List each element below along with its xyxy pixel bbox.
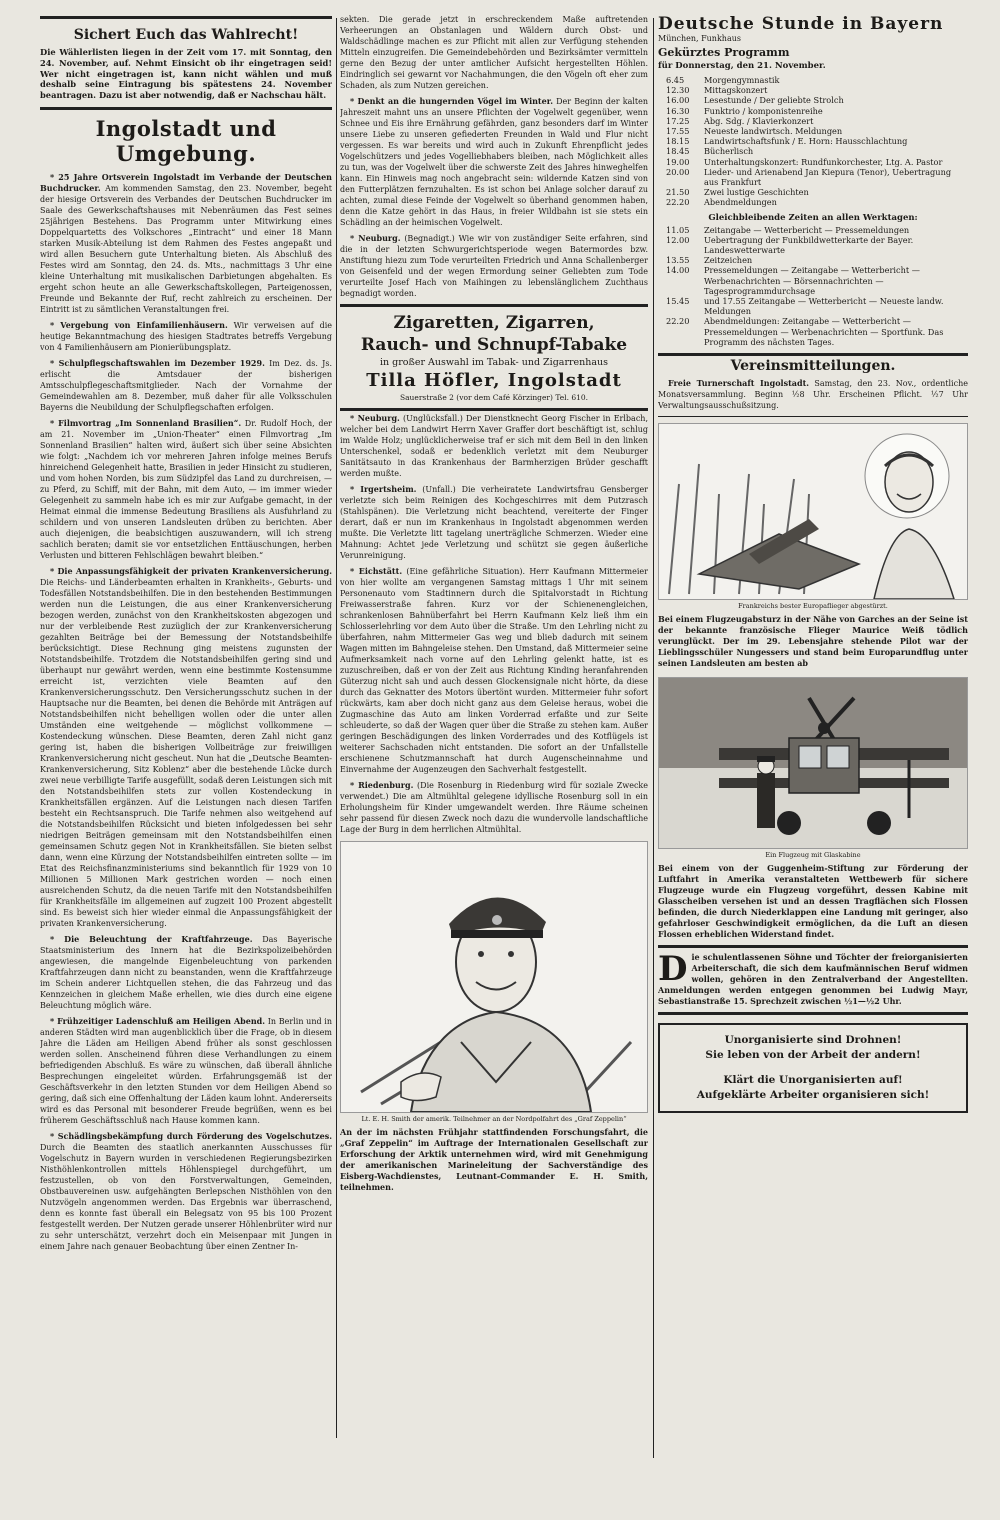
column-rule	[653, 18, 654, 1458]
program-title: Abendmeldungen: Zeitangabe — Wetterbericht — Pressemeldungen — Werbenachrichten — Sportfunk. Das Programm des nächsten Tages.	[704, 316, 944, 347]
program-time: 11.05	[666, 224, 690, 235]
program-row	[658, 255, 968, 265]
pilot-portrait-drawing	[341, 842, 647, 1112]
dropcap: D	[658, 949, 688, 990]
slogan: Aufgeklärte Arbeiter organisieren sich!	[696, 1089, 930, 1102]
program-title: Funktrio / komponistenreihe	[704, 105, 823, 116]
ad-shop-name: Tilla Höfler, Ingolstadt	[366, 370, 622, 391]
program-row	[658, 116, 968, 126]
union-notice-text: ie schulentlassenen Söhne und Töchter der freiorganisierten Arbeiterschaft, die sich dem kaufmännischen Beruf widmen wollen, gehören in den Zentralverband der Angestellten. Anmeldungen werden entgegen genommen bei Ludwig Mayr, Sebastianstraße 15. Sprechzeit zwischen ½1—½2 Uhr.	[658, 952, 968, 1007]
article-text: In Berlin und in anderen Städten wird man augenblicklich über die Frage, ob in diesem Jahre die Läden am Heiligen Abend früher als sonst geschlossen werden sollen. Anscheinend führen diese Verhandlungen zu einem befriedigenden Abschluß. Es wäre zu wünschen, daß überall ähnliche Besprechungen eingeleitet würden. Erfahrungsgemäß ist der Geschäftsverkehr in den letzten Stunden vor dem Heiligen Abend so gering, daß sich eine Offenhaltung der Läden kaum lohnt. Andererseits wird es das Personal mit besonderer Freude begrüßen, wenn es bei früherem Geschäftsschluß nach Hause kommen kann.	[40, 1016, 332, 1125]
ad-line: Rauch- und Schnupf-Tabake	[360, 335, 628, 355]
article-text: Durch die Beamten des staatlich anerkannten Ausschusses für Vogelschutz in Bayern wurden in verschiedenen Regierungsbezirken Nisthöhlenkontrollen mittels Höhlenspiegel durchgeführt, um festzustellen, ob von den Forstverwaltungen, Gemeinden, Obstbauvereinen usw. aufgehängten Berlepschen Nisthöhlen von den Nutzvögeln angenommen werden. Das Ergebnis war überraschend, denn es konnte fast überall ein Belegsatz von 95 bis 100 Prozent festgestellt werden. Der Nutzen gerade unserer Höhlenbrüter wird nur zu sehr unterschätzt, verzehrt doch ein Meisenpaar mit Jungen in einem Jahre nach genauer Beobachtung über einen Zentner In-	[40, 1142, 332, 1251]
article-text: Wir verweisen auf die heutige Bekanntmachung des hiesigen Stadtrates betreffs Vergebung von 4 Familienhäusern am Pionierübungsplatz.	[40, 320, 332, 352]
program-title: Landwirtschaftsfunk / E. Horn: Hausschlachtung	[704, 136, 908, 147]
rule	[658, 1012, 968, 1015]
article	[40, 1016, 332, 1126]
program-time: 15.45	[666, 296, 690, 307]
election-notice	[40, 27, 332, 101]
article-lead: * Schulpflegschaftswahlen im Dezember 1929.	[50, 357, 265, 368]
club-name: Freie Turnerschaft Ingolstadt.	[668, 378, 810, 389]
article	[340, 413, 648, 479]
notice-title: Sichert Euch das Wahlrecht!	[73, 27, 299, 43]
program-row	[658, 235, 968, 255]
article-lead: * Eichstätt.	[350, 566, 403, 576]
figure-caption: Frankreichs bester Europaflieger abgestürzt.	[738, 602, 888, 611]
program-time: 6.45	[666, 75, 685, 85]
article-lead: * Die Beleuchtung der Kraftfahrzeuge.	[50, 933, 253, 944]
program-title: Uebertragung der Funkbildwetterkarte der Bayer. Landeswetterwarte	[704, 234, 914, 256]
program-title: Neueste landwirtsch. Meldungen	[704, 126, 843, 137]
program-time: 13.55	[666, 255, 690, 266]
program-title: Bücherlisch	[704, 146, 754, 157]
slogan: Unorganisierte sind Drohnen!	[724, 1034, 902, 1047]
article-text: Dr. Rudolf Hoch, der am 21. November im „Union-Theater“ einen Filmvortrag „Im Sonnenland Brasilien“ halten wird, äußert sich über seine Absichten wie folgt: „Nachdem ich vor mehreren Jahren infolge meines Berufs hinreichend Gelegenheit hatte, Brasilien in jeder Hinsicht zu studieren, und vom hohen Norden, bis zum Südzipfel das Land zu durchreisen, — zu Pferd, zu Schiff, mit der Bahn, mit dem Auto, — im immer wieder Gelegenheit zu sammeln habe ich es mir zur Aufgabe gemacht, in der Heimat einmal die immense Bedeutung Brasiliens als Ausfuhrland zu schildern und von unseren Landsleuten drüben zu berichten. Aber auch diejenigen, die beabsichtigen auszuwandern, will ich streng sachlich beraten; damit sie vor entsetzlichen Enttäuschungen, herben Verlusten und bitteren Fehlschlägen bewahrt bleiben.“	[40, 418, 332, 560]
article-lead: * Neuburg.	[350, 413, 400, 423]
article	[40, 418, 332, 561]
club-news-heading: Vereinsmitteilungen.	[730, 358, 896, 375]
article-lead: * Riedenburg.	[350, 780, 414, 790]
program-title: Morgengymnastik	[704, 75, 780, 85]
column-right	[658, 14, 968, 1454]
aviator-drawing	[659, 424, 967, 599]
article-lead: * Irgertsheim.	[350, 484, 417, 494]
program-time: 12.00	[666, 234, 690, 245]
ad-line: in großer Auswahl im Tabak- und Zigarrenhaus	[379, 357, 609, 368]
program-time: 12.30	[666, 85, 690, 96]
figure-text: An der im nächsten Frühjahr stattfindenden Forschungsfahrt, die „Graf Zeppelin“ im Auftrage der Internationalen Gesellschaft zur Erforschung der Arktik unternehmen wird, wird mit Genehmigung der amerikanischen Marineleitung der Sachverständige des Eisberg-Wachdienstes, Leutnant-Commander E. H. Smith, teilnehmen.	[340, 1127, 648, 1192]
article-text: (Unglücksfall.) Der Dienstknecht Georg Fischer in Erlbach, welcher bei dem Landwirt Herrn Xaver Graffer dort beschäftigt ist, schlug im Walde Holz; unglücklicherweise traf er sich mit dem Beil in den linken Unterschenkel, sodaß er bedenklich verletzt mit dem Neuburger Sanitätsauto in das Krankenhaus der Barmherzigen Brüder geschafft werden mußte.	[340, 414, 648, 478]
article-text: Die Reichs- und Länderbeamten erhalten in Krankheits-, Geburts- und Todesfällen Notstandsbeihilfen. Die in den bestehenden Bestimmungen werden nun die Leistungen, die aus einer Krankenversicherung bezogen werden, zunächst von den Krankheitskosten abgezogen und nur der verbleibende Rest zuzüglich der zur Krankenversicherung gezahlten Beiträge bei der Bemessung der Notstandsbeihilfe berücksichtigt. Diese Rechnung ging meistens zugunsten der Notstandsbeihilfe. Trotzdem die Notstandsbeihilfen gering sind und überhaupt nur gewährt werden, wenn eine bestimmte Kostensumme erreicht ist, verzichten viele Beamten auf den Krankenversicherungsschutz. Den Versicherungsschutz suchen in der Hauptsache nur die Beamten, bei denen die Behörde mit Anträgen auf Notstandsbeihilfen nicht behelligen wollen oder die unter allen Umständen eine weitgehende — möglichst vollkommene — Kostendeckung wünschen. Diese Beamten, deren Zahl nicht ganz gering ist, haben die bisherigen Vollbeiträge zur freiwilligen Krankenversicherung nicht gescheut. Nun hat die „Deutsche Beamten-Krankenversicherung, Sitz Koblenz“ aber die bestehende Lücke durch zwei neue verbilligte Tarife ausgefüllt, sodaß deren Leistungen sich mit den Notstandsbeihilfen stets zur vollen Kostendeckung in Krankheitsfällen ergänzen. Auf die Leistungen nach diesen Tarifen besteht ein Rechtsanspruch. Die Tarife nehmen also weitgehend auf die Notstandsbeihilfen Rücksicht und bieten infolgedessen bei sehr niedrigen Beiträgen gemeinsam mit den Notstandsbeihilfen einen gemeinsamen Schutz gegen Not in Krankheitsfällen. Sie bieten selbst dann, wenn eine Kürzung der Notstandsbeihilfen eintreten sollte — im Etat des Reichsfinanzministeriums sind bekanntlich für 1929 von 10 Millionen 5 Millionen Mark gestrichen worden — noch einen ausreichenden Schutz, da die neuen Tarife mit den Notstandsbeihilfen für Krankheitsfälle im allgemeinen auf zugzeit 100 Prozent abgestellt sind. Es beweist sich hier wieder einmal die Anpassungsfähigkeit der privaten Krankenversicherung.	[40, 577, 332, 928]
rule	[340, 304, 648, 307]
article-text: Im Dez. ds. Js. erlischt die Amtsdauer der bisherigen Amtsschulpflegeschaftsmitglieder. Nach der Vornahme der Gemeindewahlen am 8. Dezember, muß daher für alle Volksschulen Bayerns die Neubildung der Schulpflegschaften erfolgen.	[40, 358, 332, 412]
article-lead: * Vergebung von Einfamilienhäusern.	[50, 319, 228, 330]
article	[340, 233, 648, 299]
radio-date: für Donnerstag, den 21. November.	[658, 61, 826, 71]
notice-text: Die Wählerlisten liegen in der Zeit vom 17. mit Sonntag, den 24. November, auf. Nehmt Einsicht ob ihr eingetragen seid! Wer nicht eingetragen ist, kann nicht wählen und muß deshalb seine Eintragung bis spätestens 24. November beantragen. Dazu ist aber notwendig, daß er Nachschau hält.	[40, 47, 332, 101]
article	[40, 1131, 332, 1252]
program-title: Unterhaltungskonzert: Rundfunkorchester, Ltg. A. Pastor	[704, 156, 943, 167]
program-title: Lesestunde / Der geliebte Strolch	[704, 95, 844, 106]
article	[340, 484, 648, 561]
article	[340, 780, 648, 835]
article	[40, 934, 332, 1011]
radio-subtitle: München, Funkhaus	[658, 34, 741, 43]
program-title: Zeitzeichen	[704, 255, 753, 266]
article-lead: * Filmvortrag „Im Sonnenland Brasilien“.	[50, 417, 242, 428]
article-continuation: sekten. Die gerade jetzt in erschreckendem Maße auftretenden Verheerungen an Obstanlagen und Wäldern durch Obst- und Waldschädlinge machen es zur Pflicht mit allen zur Verfügung stehenden Mitteln einzugreifen. Die Gemeindebehörden und Bezirksämter vermitteln gerne den Bezug der unter amtlicher Aufsicht hergestellten Höhlen. Eindringlich sei gewarnt vor Nachahmungen, die den Vögeln oft eher zum Schaden, als zum Nutzen gereichen.	[340, 15, 648, 90]
program-title: Lieder- und Arienabend Jan Kiepura (Tenor), Uebertragung aus Frankfurt	[704, 166, 952, 188]
figure-text: Bei einem Flugzeugabsturz in der Nähe von Garches an der Seine ist der bekannte französische Flieger Maurice Weiß tödlich verunglückt. Der im 29. Lebensjahre stehende Pilot war der Lieblingsschüler Nungessers und stand beim Europarundflug unter seinen Landsleuten am besten ab	[658, 614, 968, 669]
union-slogan-box	[658, 1023, 968, 1113]
article	[40, 172, 332, 315]
glass-cabin-plane-drawing	[659, 678, 967, 848]
program-row	[658, 167, 968, 187]
figure-text: Bei einem von der Guggenheim-Stiftung zur Förderung der Luftfahrt in Amerika veranstalteten Wettbewerb für sichere Flugzeuge wurde ein Flugzeug vorgeführt, dessen Kabine mit Glasscheiben versehen ist und an dessen Tragflächen sich Flossen befinden, die durch Niederklappen eine Landung mit geringer, also gefahrloser Geschwindigkeit ermöglichen, da die Luft an diesen Flossen erheblichen Widerstand findet.	[658, 863, 968, 940]
program-title: Pressemeldungen — Zeitangabe — Wetterbericht — Werbenachrichten — Börsennachrichten — Tagesprogrammdurchsage	[704, 265, 920, 296]
article-lead: * Schädlingsbekämpfung durch Förderung des Vogelschutzes.	[50, 1130, 332, 1141]
slogan: Klärt die Unorganisierten auf!	[723, 1074, 903, 1087]
portrait-illustration	[340, 841, 648, 1113]
radio-title: Deutsche Stunde in Bayern	[658, 14, 944, 34]
article-text: Am kommenden Samstag, den 23. November, begeht der hiesige Ortsverein des Verbandes der Deutschen Buchdrucker im Saale des Gewerkschaftshauses mit Nebenräumen das Fest seines 25jährigen Bestehens. Das Programm unter Mitwirkung eines Doppelquartetts des Volkschores „Eintracht“ und einer 18 Mann starken Musik-Abteilung ist dem Rahmen des Festes angepaßt und wird allen Besuchern gute Unterhaltung bieten. Als Abschluß des Festes wird am Sonntag, den 24. ds. Mts., nachmittags 3 Uhr eine kleine Unterhaltung mit musikalischen Darbietungen abgehalten. Es ergeht schon heute an alle Gewerkschaftskollegen, Parteigenossen, Freunde und Bekannte der Ruf, recht zahlreich zu erscheinen. Der Eintritt ist zu sämtlichen Veranstaltungen frei.	[40, 183, 332, 314]
article-lead: * 25 Jahre Ortsverein Ingolstadt im Verbande der Deutschen Buchdrucker.	[40, 171, 332, 193]
program-row	[658, 95, 968, 105]
program-time: 20.00	[666, 166, 690, 177]
rule	[658, 416, 968, 417]
ad-address: Sauerstraße 2 (vor dem Café Körzinger) Tel. 610.	[399, 393, 589, 402]
program-row	[658, 187, 968, 197]
program-time: 16.00	[666, 95, 690, 106]
section-title: Ingolstadt und Umgebung.	[95, 115, 277, 166]
program-time: 16.30	[666, 105, 690, 116]
program-row	[658, 265, 968, 296]
program-row	[658, 126, 968, 136]
article-lead: * Denkt an die hungernden Vögel im Winter.	[350, 96, 553, 106]
radio-heading: Gekürztes Programm	[658, 46, 790, 59]
program-row	[658, 136, 968, 146]
ad-line: Zigaretten, Zigarren,	[393, 313, 595, 333]
program-row	[658, 296, 968, 316]
article-text: (Unfall.) Die verheiratete Landwirtsfrau Gensberger verletzte sich beim Reinigen des Kochgeschirres mit dem Putzrasch (Stahlspänen). Die Verletzung nicht beachtend, vereiterte der Finger derart, daß er nun im Krankenhaus in Ingolstadt abgenommen werden mußte. Die Verletzte litt tagelang unerträgliche Schmerzen. Wieder eine Mahnung: Achtet jede Verletzung und schützt sie gegen äußerliche Verunreinigung.	[340, 485, 648, 560]
program-row	[658, 225, 968, 235]
program-row	[658, 75, 968, 85]
column-left	[40, 14, 332, 1434]
article-lead: * Die Anpassungsfähigkeit der privaten Krankenversicherung.	[50, 565, 332, 576]
program-title: und 17.55 Zeitangabe — Wetterbericht — Neueste landw. Meldungen	[704, 296, 944, 317]
tobacco-advertisement	[340, 313, 648, 402]
article-text: Der Beginn der kalten Jahreszeit mahnt uns an unsere Pflichten der Vogelwelt gegenüber, wenn Schnee und Eis ihre Ernährung gefährden, ganz besonders darf im Winter unsere Liebe zu unseren gefiederten Freunden in Wald und Flur nicht vergessen. Es war bereits und wird auch in Zukunft Ehrenpflicht jedes Vogelschützers und jedes Vogelliebhabers bleiben, nach Möglichkeit alles zu tun, was der Vogelwelt über die schwerste Zeit des Jahres hinweghelfen kann. Ein Hinweis mag noch angebracht sein: wildernde Katzen sind von den Futterplätzen fernzuhalten. Es ist schon bei Anlage solcher darauf zu achten, zumal diese Feinde der Vogelwelt so überhand genommen haben, denn die Katze gehört in das Haus, in freier Wildbahn ist sie stets ein Schädling an der heimischen Vogelwelt.	[340, 97, 648, 227]
program-row	[658, 106, 968, 116]
column-middle	[340, 14, 648, 1434]
rule	[658, 353, 968, 356]
figure-caption: Lt. E. H. Smith der amerik. Teilnehmer an der Nordpolfahrt des „Graf Zeppelin“	[361, 1115, 627, 1123]
program-title: Zeitangabe — Wetterbericht — Pressemeldungen	[704, 224, 910, 235]
program-time: 22.20	[666, 197, 690, 208]
program-row	[658, 316, 968, 347]
article-text: Das Bayerische Staatsministerium des Innern hat die Bezirkspolizeibehörden angewiesen, die mangelnde Eigenbeleuchtung von parkenden Kraftfahrzeugen dann nicht zu beanstanden, wenn die Kraftfahrzeuge im Schein anderer Lichtquellen stehen, die das Fahrzeug und das Kennzeichen in gleichem Maße erhellen, wie dies durch eine eigene Beleuchtung möglich wäre.	[40, 934, 332, 1010]
rule	[40, 16, 332, 19]
aviator-illustration	[658, 423, 968, 600]
union-notice	[658, 949, 968, 1007]
article-text: (Begnadigt.) Wie wir von zuständiger Seite erfahren, sind die in der letzten Schwurgerichtsperiode wegen Batermordes bzw. Anstiftung hiezu zum Tode verurteilten Friedrich und Anna Schallenberger von Geisenfeld und der wegen Ermordung seiner Geliebten zum Tode verurteilte Josef Hach von Maihingen zu lebenslänglichem Zuchthaus begnadigt worden.	[340, 234, 648, 298]
program-time: 17.25	[666, 115, 690, 126]
article	[340, 566, 648, 775]
rule	[340, 408, 648, 411]
program-row	[658, 197, 968, 207]
program-time: 17.55	[666, 126, 690, 137]
program-time: 21.50	[666, 187, 690, 198]
program-title: Abendmeldungen	[704, 197, 777, 208]
article-text: (Die Rosenburg in Riedenburg wird für soziale Zwecke verwendet.) Die am Altmühltal gelegene idyllische Rosenburg soll in ein Erholungsheim für Kinder umgewandelt werden. Ihre Räume scheinen sehr passend für diesen Zweck noch dazu die wundervolle landschaftliche Lage der Burg in dem herrlichen Altmühltal.	[340, 781, 648, 834]
article-lead: * Frühzeitiger Ladenschluß am Heiligen Abend.	[50, 1015, 266, 1026]
program-time: 18.15	[666, 136, 690, 147]
constant-times-list	[658, 225, 968, 347]
program-time: 14.00	[666, 265, 690, 276]
program-time: 22.20	[666, 316, 690, 327]
program-row	[658, 157, 968, 167]
rule	[40, 107, 332, 110]
program-list	[658, 75, 968, 208]
article	[40, 566, 332, 929]
article	[40, 320, 332, 353]
club-news-text	[658, 378, 968, 411]
program-title: Abg. Sdg. / Klavierkonzert	[704, 115, 814, 126]
figure-caption: Ein Flugzeug mit Glaskabine	[765, 851, 861, 860]
program-time: 18.45	[666, 146, 690, 157]
article-text: (Eine gefährliche Situation). Herr Kaufmann Mittermeier von hier wollte am vergangenen Samstag mittags 1 Uhr mit seinem Personenauto vom Stadtinnern durch die Spitalvorstadt in Richtung Freiwasserstraße fahren. Kurz vor der Schienenengleichen, schrankenlosen Bahnüberfahrt bei Herrn Kaufmann Kelz ließ ihm ein Schlosserlehrling vor dem Auto über die Straße. Um den Lehrling nicht zu überfahren, nahm Mittermeier Gas weg und blieb dadurch mit seinem Wagen mitten im Bahngeleise stehen. Den Umstand, daß Mittermeier seine Aufmerksamkeit nach vorne auf den Lehrling gelenkt hatte, ist es zuzuschreiben, daß er von der Zeit aus Richtung Kinding heranfahrenden Güterzug nicht sah und auch dessen Glockensignale nicht hörte, da diese durch das Geknatter des Motors übertönt wurden. Mittermeier fuhr sofort rückwärts, kam aber doch nicht ganz aus dem Geleise heraus, wobei die Zugmaschine das Auto am linken Vorderrad erfaßte und zur Seite schleuderte, so daß der Wagen quer über die Straße zu stehen kam. Außer geringen Beschädigungen des linken Vorderrades und des Kotflügels ist weiterer Sachschaden nicht entstanden. Die sofort an der Unfallstelle erschienene Schutzmannschaft hat durch Augenscheinnahme und Einvernahme der Augenzeugen den Sachverhalt festgestellt.	[340, 567, 648, 774]
column-rule	[336, 18, 337, 1438]
airplane-illustration	[658, 677, 968, 849]
article-lead: * Neuburg.	[350, 233, 401, 243]
club-announcement: Samstag, den 23. Nov., ordentliche Monatsversammlung. Beginn ½8 Uhr. Erscheinen Pflicht. ½7 Uhr Verwaltungsausschußsitzung.	[658, 379, 968, 411]
article	[340, 96, 648, 228]
slogan: Sie leben von der Arbeit der andern!	[705, 1049, 921, 1062]
article	[40, 358, 332, 413]
program-title: Mittagskonzert	[704, 85, 768, 96]
radio-program	[658, 14, 968, 347]
program-time: 19.00	[666, 156, 690, 167]
program-row	[658, 146, 968, 156]
constant-times-heading: Gleichbleibende Zeiten an allen Werktagen:	[708, 212, 918, 223]
program-row	[658, 85, 968, 95]
rule	[658, 945, 968, 948]
program-title: Zwei lustige Geschichten	[704, 187, 809, 198]
